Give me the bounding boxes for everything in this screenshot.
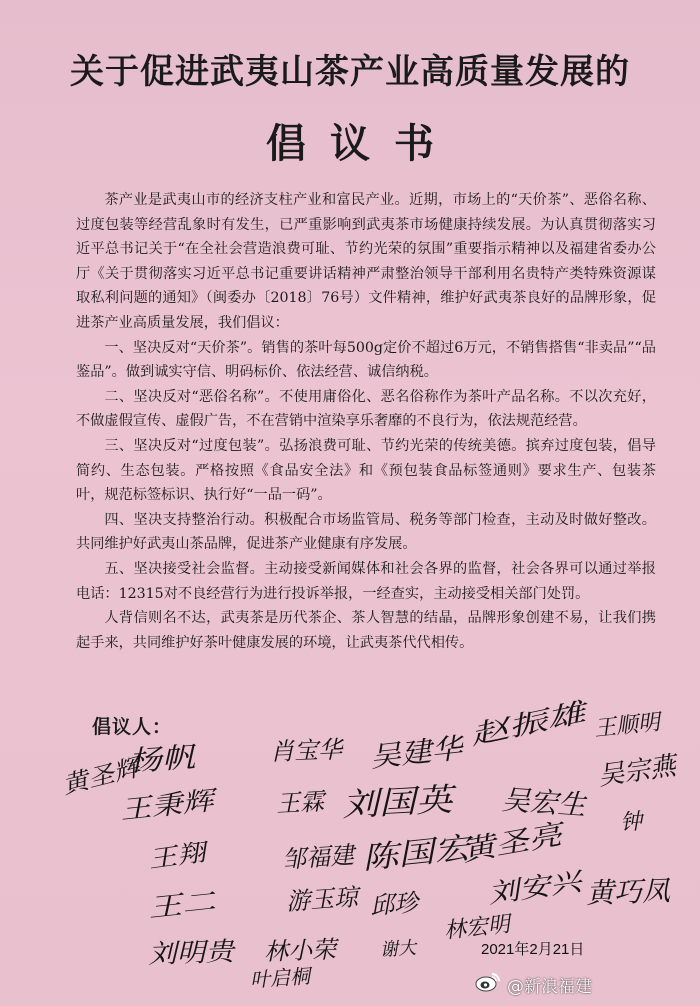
signature: 谢大	[379, 937, 417, 961]
document-body	[76, 188, 656, 655]
signature: 黄圣辉	[59, 753, 143, 800]
paragraph-item-4: 四、坚决支持整治行动。积极配合市场监管局、税务等部门检查，主动及时做好整改。共同维护好武夷山茶品牌，促进茶产业健康有序发展。	[76, 511, 656, 553]
signature: 吴宏生	[500, 783, 587, 822]
signature: 林宏明	[442, 912, 512, 944]
signature: 刘国英	[341, 780, 454, 824]
signature: 林小荣	[263, 935, 337, 966]
signature: 黄巧凤	[585, 874, 671, 910]
signature: 王顺明	[592, 710, 662, 742]
signature: 吴建华	[368, 731, 464, 774]
paragraph-item-3: 三、坚决反对“过度包装”。弘扬浪费可耻、节约光荣的传统美德。摈弃过度包装，倡导简约、生态包装。严格按照《食品安全法》和《预包装食品标签通则》要求生产、包装茶叶，规范标签标识、执行好“一品一码”。	[76, 437, 656, 504]
signature: 王秉辉	[118, 786, 215, 826]
paragraph-closing: 人背信则名不达，武夷茶是历代茶企、茶人智慧的结晶，品牌形象创建不易，让我们携起手来，共同维护好茶叶健康发展的环境，让武夷茶代代相传。	[76, 610, 656, 651]
signature: 邹福建	[281, 841, 355, 874]
signature: 王霖	[275, 787, 325, 818]
signature: 游玉琼	[285, 883, 359, 916]
signature: 王二	[146, 887, 218, 924]
signatories-label: 倡议人：	[92, 716, 173, 738]
signature: 刘安兴	[486, 867, 584, 910]
paragraph-intro: 茶产业是武夷山市的经济支柱产业和富民产业。近期，市场上的“天价茶”、恶俗名称、过度包装等经营乱象时有发生，已严重影响到武夷茶市场健康持续发展。为认真贯彻落实习近平总书记关于“在全社会营造浪费可耻、节约光荣的氛围”重要指示精神以及福建省委办公厅《关于贯彻落实习近平总书记重要讲话精神严肃整治领导干部利用名贵特产类特殊资源谋取私利问题的通知》（闽委办〔2018〕76号）文件精神，维护好武夷茶良好的品牌形象，促进茶产业高质量发展，我们倡议：	[76, 192, 656, 331]
paragraph-item-5: 五、坚决接受社会监督。主动接受新闻媒体和社会各界的监督，社会各界可以通过举报电话：12315对不良经营行为进行投诉举报，一经查实，主动接受相关部门处罚。	[76, 560, 656, 602]
document-title-line1: 关于促进武夷山茶产业高质量发展的	[70, 52, 630, 92]
signature: 邱珍	[369, 888, 420, 920]
signature: 黄圣亮	[459, 817, 565, 868]
signature: 肖宝华	[269, 735, 343, 766]
signature: 叶启桐	[249, 963, 311, 992]
watermark-text: @新浪福建	[507, 977, 592, 997]
paragraph-item-1: 一、坚决反对“天价茶”。销售的茶叶每500g定价不超过6万元，不销售搭售“非卖品”“品鉴品”。做到诚实守信、明码标价、依法经营、诚信纳税。	[76, 339, 656, 381]
signature: 王翔	[146, 838, 208, 874]
signature: 刘明贵	[147, 937, 235, 970]
signature: 赵振雄	[467, 697, 589, 752]
document-title-line2: 倡议书	[266, 120, 458, 167]
watermark	[475, 971, 592, 998]
signature: 陈国宏	[360, 830, 472, 877]
weibo-icon	[475, 971, 501, 998]
document-date: 2021年2月21日	[481, 941, 585, 958]
signature: 吴宗燕	[596, 751, 678, 792]
paragraph-item-2: 二、坚决反对“恶俗名称”。不使用庸俗化、恶名俗称作为茶叶产品名称。不以次充好，不做虚假宣传、虚假广告，不在营销中渲染享乐奢靡的不良行为，依法规范经营。	[76, 388, 656, 430]
signature: 杨帆	[126, 740, 197, 778]
signature: 钟	[619, 809, 643, 836]
